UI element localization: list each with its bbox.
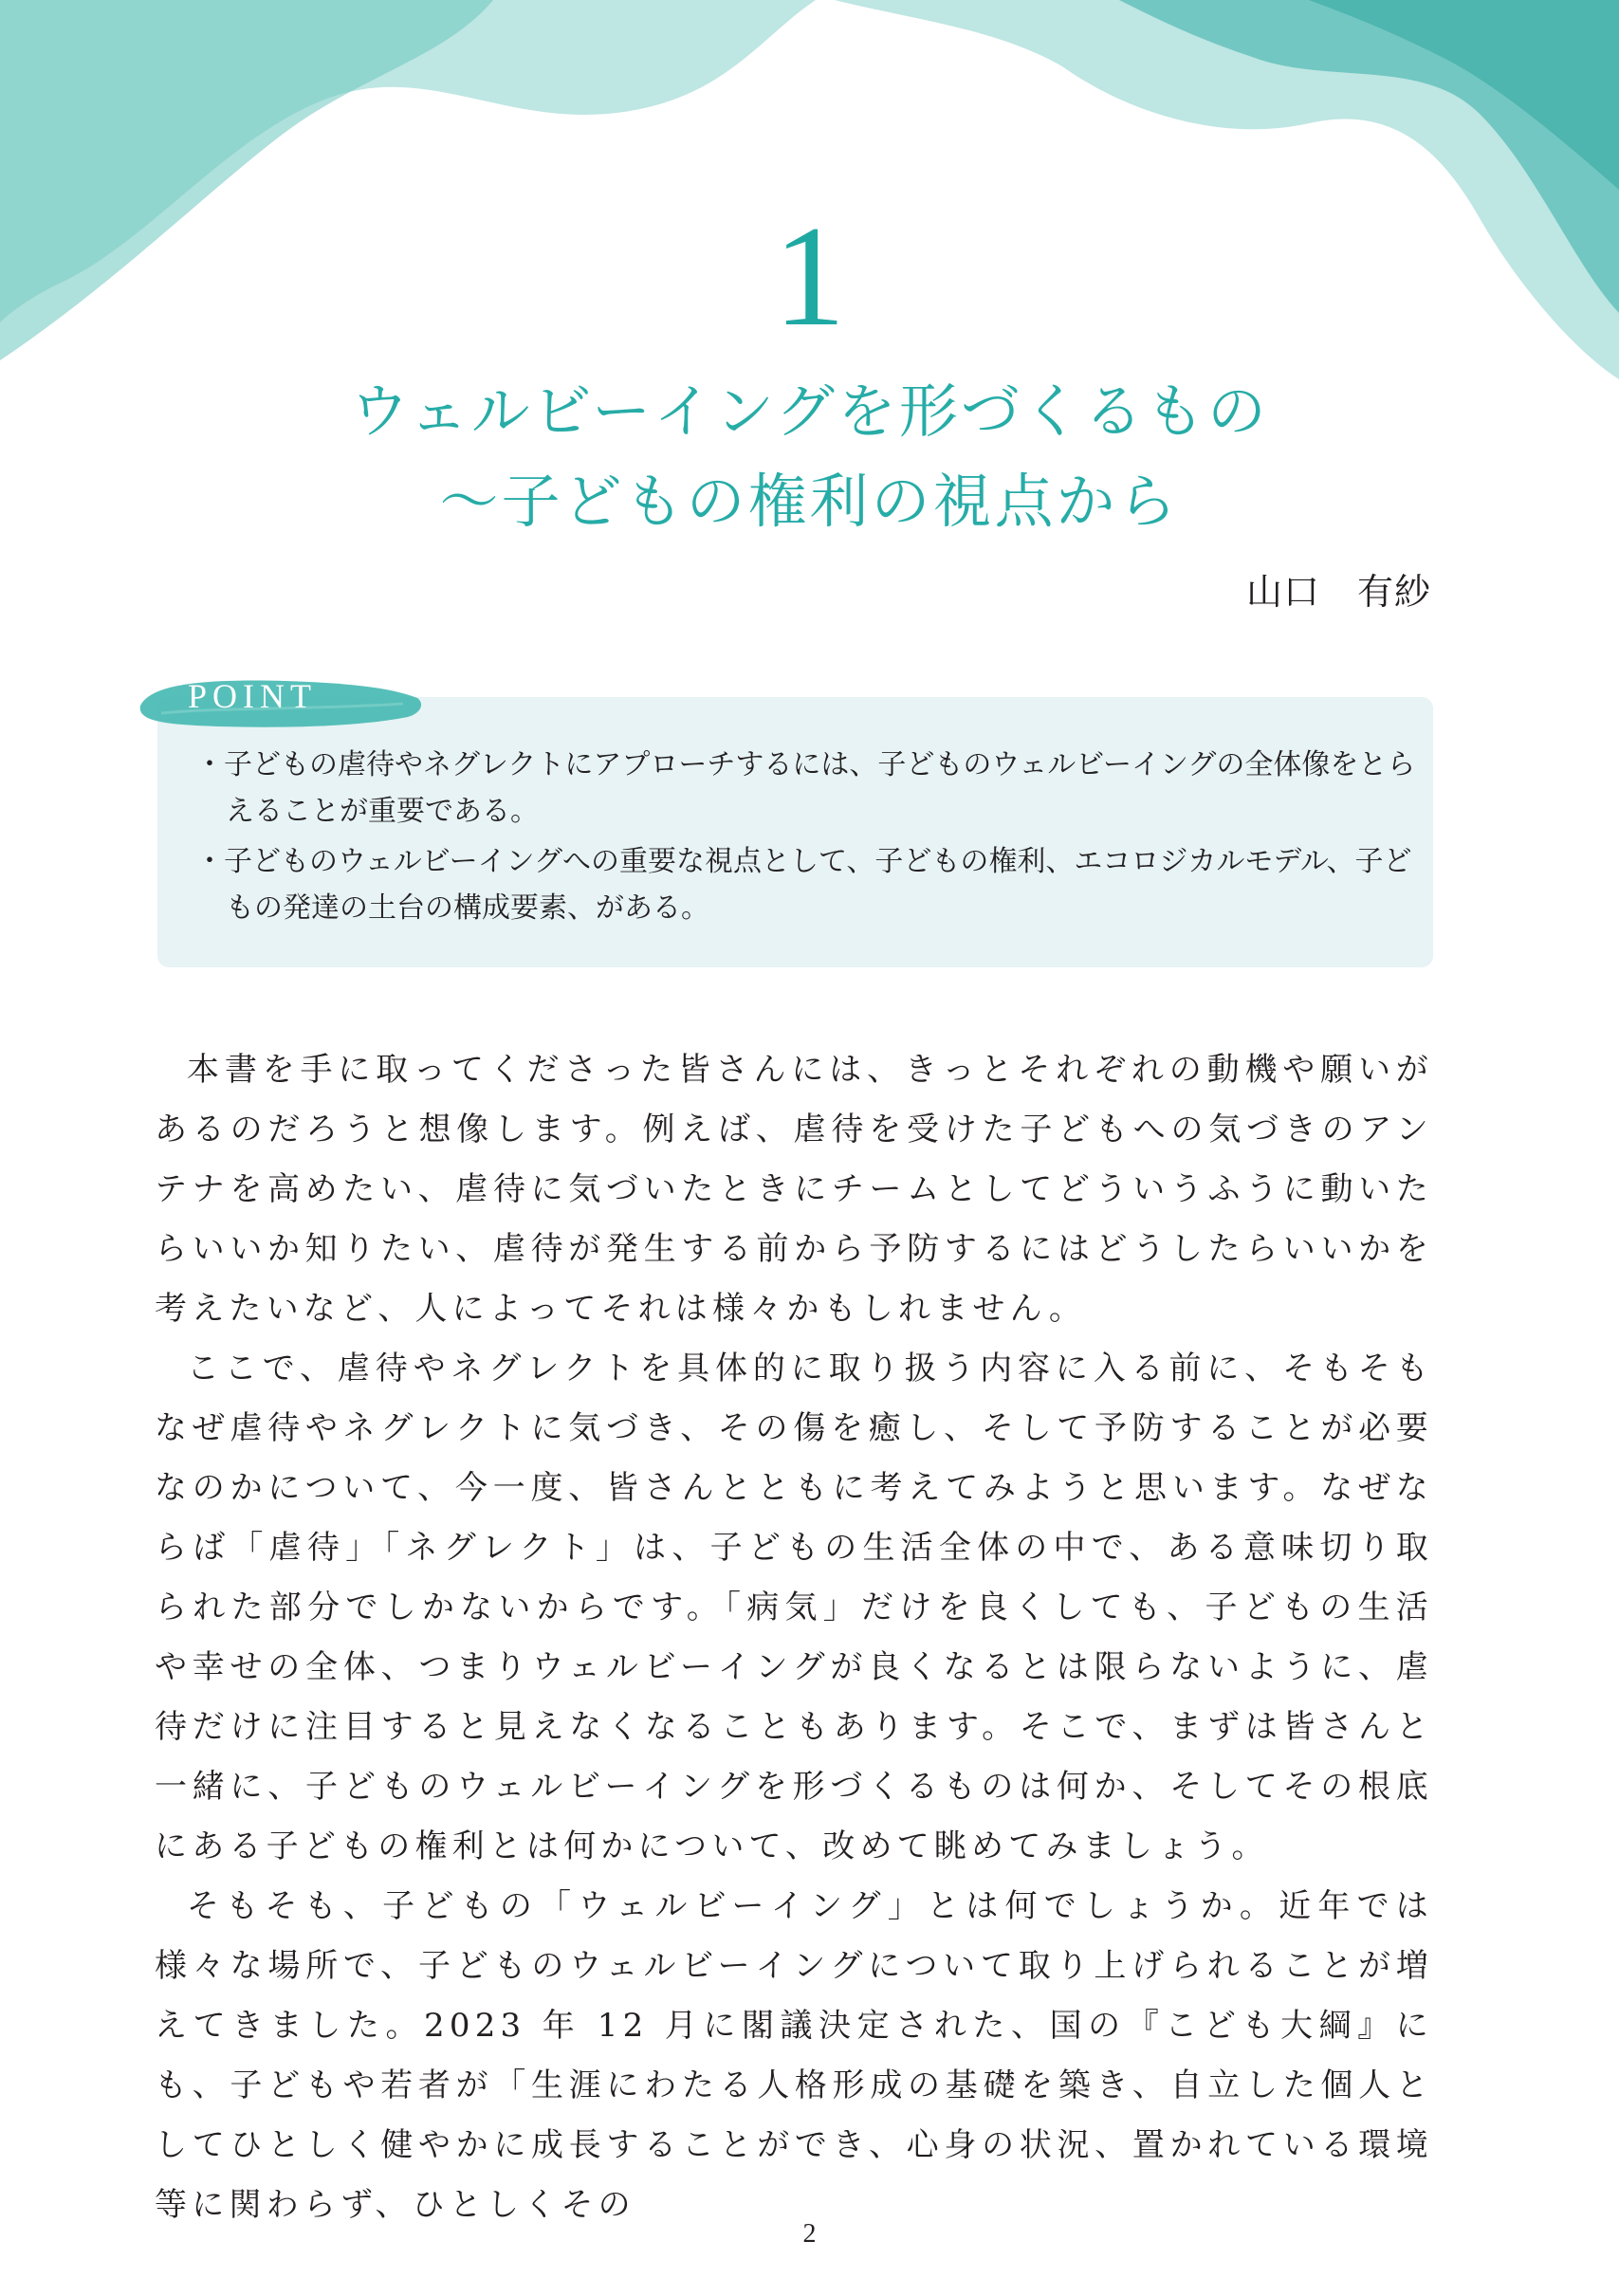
chapter-number: 1 (773, 196, 846, 356)
point-label: POINT (188, 677, 317, 715)
point-item: ・ 子どもの虐待やネグレクトにアプローチするには、子どものウェルビーイングの全体像をとらえることが重要である。 (195, 742, 1419, 835)
body-paragraph: 本書を手に取ってくださった皆さんには、きっとそれぞれの動機や願いがあるのだろうと想像します。例えば、虐待を受けた子どもへの気づきのアンテナを高めたい、虐待に気づいたときにチームとしてどういうふうに動いたらいいか知りたい、虐待が発生する前から予防するにはどうしたらいいかを考えたいなど、人によってそれは様々かもしれません。 (155, 1051, 1433, 1328)
chapter-title-line-1: ウェルビーイングを形づくるもの (350, 377, 1269, 446)
chapter-title-line-2: 〜子どもの権利の視点から (439, 467, 1180, 536)
point-item: ・ 子どものウェルビーイングへの重要な視点として、子どもの権利、エコロジカルモデル、子どもの発達の土台の構成要素、がある。 (195, 838, 1419, 931)
body-text (155, 1040, 1433, 2235)
point-list (195, 742, 1419, 935)
body-paragraph: そもそも、子どもの「ウェルビーイング」とは何でしょうか。近年では様々な場所で、子どものウェルビーイングについて取り上げられることが増えてきました。2023 年 12 月に閣議決定された、国の『こども大綱』にも、子どもや若者が「生涯にわたる人格形成の基礎を築き、自立した個人としてひとしく健やかに成長することができ、心身の状況、置かれている環境等に関わらず、ひとしくその (155, 1887, 1433, 2224)
body-paragraph: ここで、虐待やネグレクトを具体的に取り扱う内容に入る前に、そもそもなぜ虐待やネグレクトに気づき、その傷を癒し、そして予防することが必要なのかについて、今一度、皆さんとともに考えてみようと思います。なぜならば「虐待」「ネグレクト」は、子どもの生活全体の中で、ある意味切り取られた部分でしかないからです。「病気」だけを良くしても、子どもの生活や幸せの全体、つまりウェルビーイングが良くなるとは限らないように、虐待だけに注目すると見えなくなることもあります。そこで、まずは皆さんと一緒に、子どものウェルビーイングを形づくるものは何か、そしてその根底にある子どもの権利とは何かについて、改めて眺めてみましょう。 (155, 1350, 1433, 1865)
author-name: 山口 有紗 (1245, 571, 1431, 613)
page-number: 2 (802, 2219, 817, 2249)
